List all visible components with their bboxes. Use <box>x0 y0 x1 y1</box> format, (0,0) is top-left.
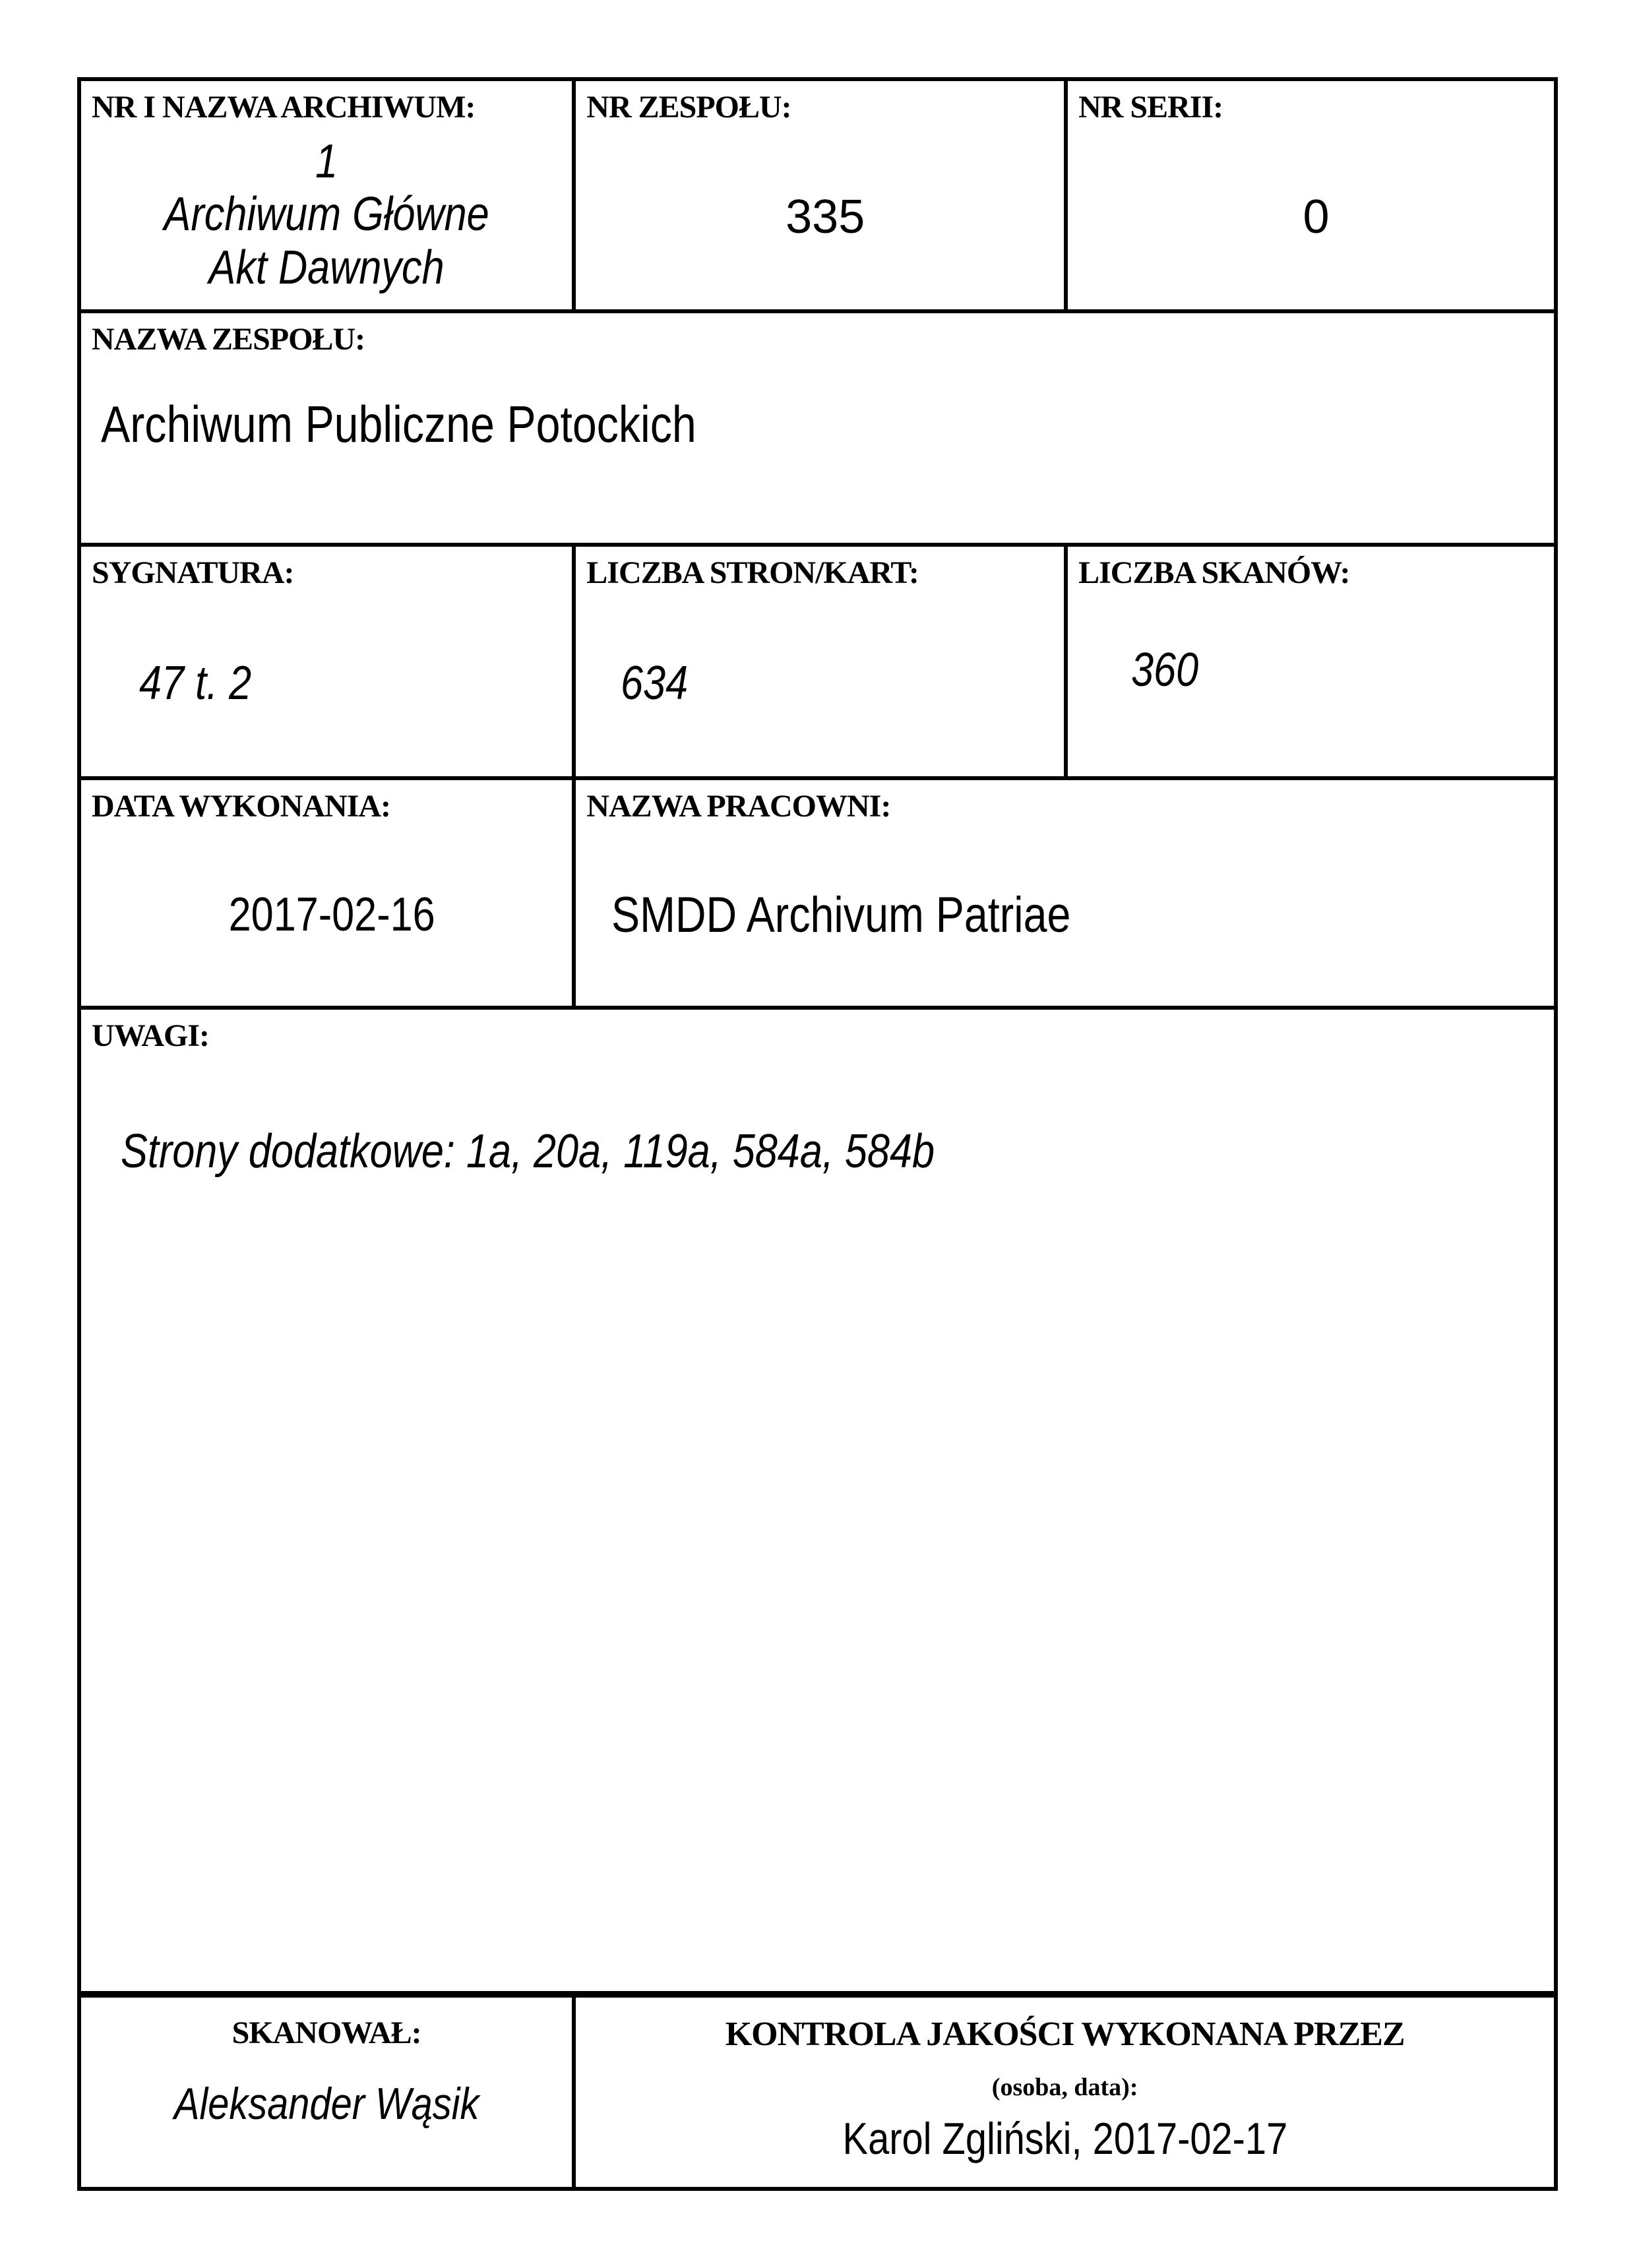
lab-name-label: NAZWA PRACOWNI: <box>586 789 891 824</box>
quality-control-sublabel: (osoba, data): <box>991 2073 1138 2101</box>
row-fonds-name <box>81 313 1554 547</box>
cell-archive <box>81 81 576 309</box>
metadata-table <box>77 77 1558 2191</box>
row-archive <box>81 81 1554 313</box>
series-number-label: NR SERII: <box>1078 90 1223 125</box>
quality-control-label: KONTROLA JAKOŚCI WYKONANA PRZEZ <box>725 2015 1405 2053</box>
scan-date-label: DATA WYKONANIA: <box>92 789 391 824</box>
fonds-name-label: NAZWA ZESPOŁU: <box>92 322 365 357</box>
signature-label: SYGNATURA: <box>92 555 294 590</box>
scan-count-label: LICZBA SKANÓW: <box>1078 555 1350 590</box>
archive-name-line1: Archiwum Główne <box>164 188 489 241</box>
archive-name-line2: Akt Dawnych <box>208 241 445 294</box>
row-footer <box>81 1998 1554 2187</box>
scan-date-value: 2017-02-16 <box>228 888 435 942</box>
archive-label: NR I NAZWA ARCHIWUM: <box>92 90 476 125</box>
scan-count-value: 360 <box>1131 644 1199 697</box>
signature-value: 47 t. 2 <box>139 657 252 710</box>
sheet-count-label: LICZBA STRON/KART: <box>586 555 919 590</box>
fonds-name-value: Archiwum Publiczne Potockich <box>101 395 696 454</box>
fonds-number-value: 335 <box>786 191 865 244</box>
cell-remarks <box>81 1010 1554 1991</box>
cell-scan-count <box>1068 547 1554 776</box>
cell-fonds-number <box>576 81 1068 309</box>
cell-series-number <box>1068 81 1554 309</box>
remarks-label: UWAGI: <box>92 1018 210 1053</box>
quality-control-value: Karol Zgliński, 2017-02-17 <box>842 2113 1287 2164</box>
cell-fonds-name <box>81 313 1554 543</box>
row-date <box>81 780 1554 1010</box>
cell-signature <box>81 547 576 776</box>
cell-scan-date <box>81 780 576 1006</box>
cell-lab-name <box>576 780 1554 1006</box>
cell-sheet-count <box>576 547 1068 776</box>
cell-scanned-by <box>81 1998 576 2187</box>
remarks-value: Strony dodatkowe: 1a, 20a, 119a, 584a, 584b <box>121 1125 935 1179</box>
series-number-value: 0 <box>1303 191 1330 244</box>
fonds-number-label: NR ZESPOŁU: <box>586 90 791 125</box>
cell-quality-control <box>576 1998 1554 2187</box>
row-signature <box>81 547 1554 780</box>
scanned-by-value: Aleksander Wąsik <box>173 2079 479 2130</box>
archive-value <box>92 125 572 309</box>
sheet-count-value: 634 <box>621 657 689 710</box>
scanned-by-label: SKANOWAŁ: <box>231 2015 421 2050</box>
archive-number: 1 <box>315 135 338 188</box>
lab-name-value: SMDD Archivum Patriae <box>611 887 1071 944</box>
row-remarks <box>81 1010 1554 1998</box>
